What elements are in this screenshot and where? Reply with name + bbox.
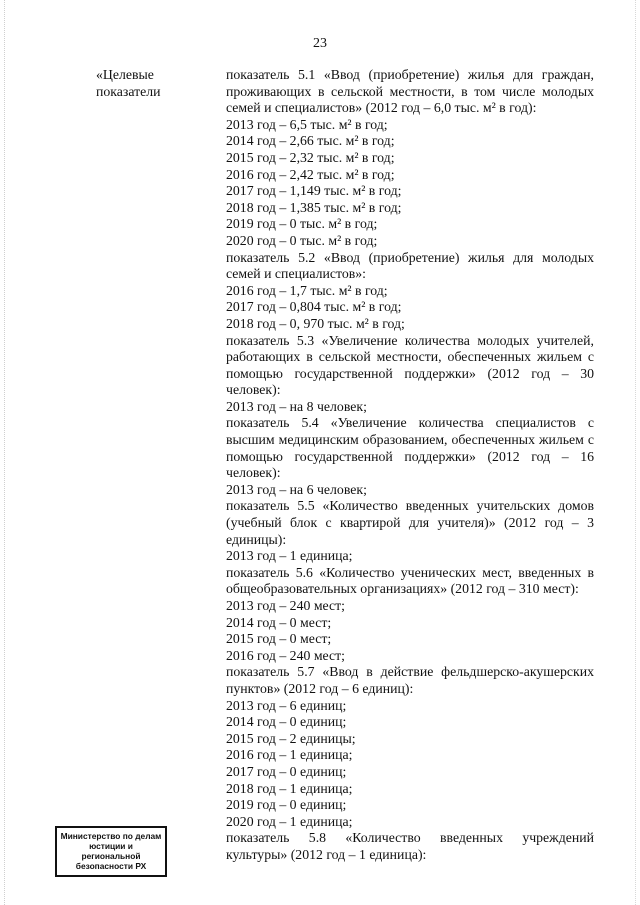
indicator-value-line: 2015 год – 2 единицы;: [226, 730, 356, 746]
stamp-line-3: безопасности РХ: [75, 861, 147, 871]
indicator-value-line: 2020 год – 1 единица;: [226, 813, 353, 829]
indicator-value-line: 2019 год – 0 единиц;: [226, 797, 347, 813]
indicator-value-line: 2016 год – 1 единица;: [226, 747, 353, 763]
indicator-list: [226, 67, 594, 864]
section-label: [96, 67, 216, 100]
indicator-heading: показатель 5.4 «Увеличение количества специалистов с высшим медицинским образованием, обеспеченных жильем с помощью государственной поддержки» (2012 год – 16 человек):: [226, 415, 594, 481]
indicator-value-line: 2016 год – 240 мест;: [226, 647, 346, 663]
scan-edge-left: [4, 0, 7, 905]
indicator-value-line: 2019 год – 0 тыс. м² в год;: [226, 216, 378, 232]
stamp-line-2: юстиции и региональной: [81, 841, 141, 861]
indicator-value-line: 2020 год – 0 тыс. м² в год;: [226, 232, 378, 248]
page-number: 23: [313, 36, 327, 51]
indicator-value-line: 2015 год – 2,32 тыс. м² в год;: [226, 149, 395, 165]
section-label-line-1: «Целевые: [96, 67, 154, 82]
indicator-value-line: 2013 год – на 8 человек;: [226, 398, 367, 414]
stamp-line-1: Министерство по делам: [60, 831, 162, 841]
indicator-heading: показатель 5.3 «Увеличение количества молодых учителей, работающих в сельской местности, обеспеченных жильем с помощью государственной поддержки» (2012 год – 30 человек):: [226, 332, 594, 398]
indicator-value-line: 2017 год – 1,149 тыс. м² в год;: [226, 183, 402, 199]
indicator-value-line: 2017 год – 0 единиц;: [226, 763, 347, 779]
scan-edge-right: [633, 0, 636, 905]
indicator-value-line: 2014 год – 2,66 тыс. м² в год;: [226, 133, 395, 149]
indicator-value-line: 2013 год – 6,5 тыс. м² в год;: [226, 116, 388, 132]
indicator-value-line: 2015 год – 0 мест;: [226, 631, 332, 647]
indicator-value-line: 2014 год – 0 мест;: [226, 614, 332, 630]
indicator-heading: показатель 5.8 «Количество введенных учреждений культуры» (2012 год – 1 единица):: [226, 830, 594, 862]
indicator-value-line: 2016 год – 2,42 тыс. м² в год;: [226, 166, 395, 182]
indicator-heading: показатель 5.2 «Ввод (приобретение) жилья для молодых семей и специалистов»:: [226, 249, 594, 282]
indicator-heading: показатель 5.6 «Количество ученических мест, введенных в общеобразовательных организациях» (2012 год – 310 мест):: [226, 564, 594, 597]
indicator-value-line: 2018 год – 1 единица;: [226, 780, 353, 796]
indicator-heading: показатель 5.7 «Ввод в действие фельдшерско-акушерских пунктов» (2012 год – 6 единиц):: [226, 664, 594, 696]
indicator-value-line: 2018 год – 1,385 тыс. м² в год;: [226, 199, 402, 215]
indicator-heading: показатель 5.1 «Ввод (приобретение) жилья для граждан, проживающих в сельской местности, в том числе молодых семей и специалистов» (2012 год – 6,0 тыс. м² в год):: [226, 67, 594, 116]
indicator-value-line: 2013 год – на 6 человек;: [226, 481, 367, 497]
indicator-value-line: 2013 год – 6 единиц;: [226, 697, 347, 713]
indicator-value-line: 2018 год – 0, 970 тыс. м² в год;: [226, 315, 405, 331]
indicator-value-line: 2013 год – 1 единица;: [226, 548, 353, 564]
indicator-value-line: 2014 год – 0 единиц;: [226, 714, 347, 730]
section-label-line-2: показатели: [96, 83, 161, 99]
indicator-value-line: 2016 год – 1,7 тыс. м² в год;: [226, 282, 388, 298]
indicator-value-line: 2017 год – 0,804 тыс. м² в год;: [226, 299, 402, 315]
indicator-value-line: 2013 год – 240 мест;: [226, 598, 346, 613]
indicator-heading: показатель 5.5 «Количество введенных учительских домов (учебный блок с квартирой для учителя)» (2012 год – 3 единицы):: [226, 498, 594, 547]
ministry-stamp: [55, 826, 167, 877]
